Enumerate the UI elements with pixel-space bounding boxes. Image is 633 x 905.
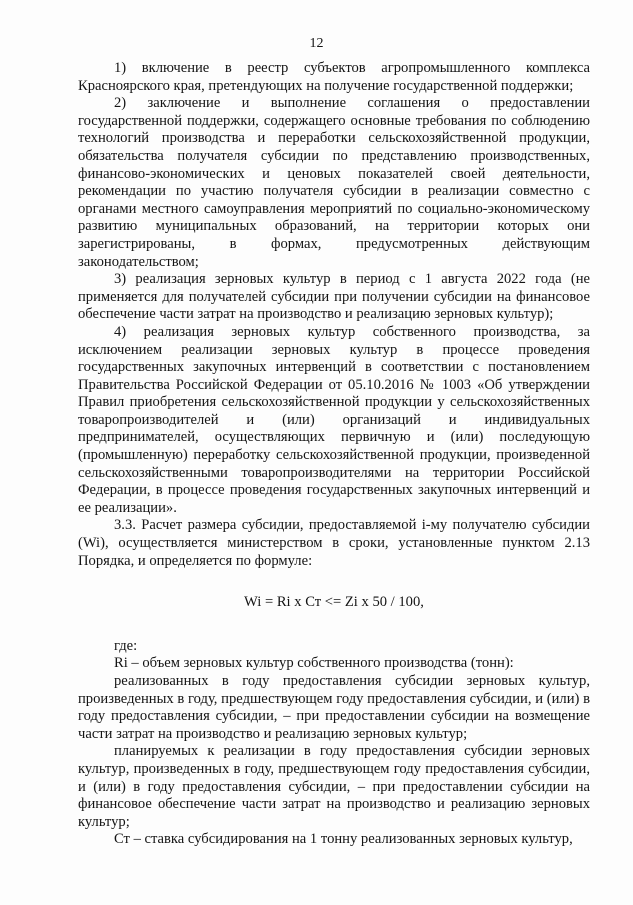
- paragraph-item-3: 3) реализация зерновых культур в период с 1 августа 2022 года (не применяется для получателей субсидии при получении субсидии на финансовое обеспечение части затрат на производство и реализацию зерновых культур);: [78, 271, 590, 323]
- formula: Wi = Ri x Ст <= Zi x 50 / 100,: [244, 594, 424, 611]
- where-label: где:: [114, 637, 138, 654]
- paragraph-section-3-3: 3.3. Расчет размера субсидии, предоставляемой i-му получателю субсидии (Wi), осуществляется министерством в сроки, установленные пунктом 2.13 Порядка, и определяется по формуле:: [78, 517, 590, 569]
- definition-ri: Ri – объем зерновых культур собственного производства (тонн):: [114, 655, 514, 672]
- definition-ri-realized: реализованных в году предоставления субсидии зерновых культур, произведенных в году, предшествующем году предоставления субсидии, и (или) в году предоставления субсидии, – при предоставлении субсидии на возмещение части затрат на производство и реализацию зерновых культур;: [78, 673, 590, 742]
- paragraph-item-2: 2) заключение и выполнение соглашения о предоставлении государственной поддержки, содержащего основные требования по соблюдению технологий производства и переработки сельскохозяйственной продукции, обязательства получателя субсидии по представлению производственных, финансово-экономических и ценовых показателей своей деятельности, рекомендации по участию получателя субсидии в реализации совместно с органами местного самоуправления мероприятий по социально-экономическому развитию муниципальных образований, на территории которых они зарегистрированы, в формах, предусмотренных действующим законодательством;: [78, 95, 590, 270]
- paragraph-item-4: 4) реализация зерновых культур собственного производства, за исключением реализации зерновых культур в процессе проведения государственных закупочных интервенций в соответствии с постановлением Правительства Российской Федерации от 05.10.2016 № 1003 «Об утверждении Правил приобретения сельскохозяйственной продукции у сельскохозяйственных товаропроизводителей и (или) организаций и индивидуальных предпринимателей, осуществляющих первичную и (или) последующую (промышленную) переработку сельскохозяйственной продукции, произведенной сельскохозяйственными товаропроизводителями на территории Российской Федерации, в процессе проведения государственных закупочных интервенций и ее реализации».: [78, 323, 590, 516]
- page-number: 12: [309, 36, 324, 51]
- definition-st: Ст – ставка субсидирования на 1 тонну реализованных зерновых культур,: [114, 831, 573, 848]
- paragraph-item-1: 1) включение в реестр субъектов агропромышленного комплекса Красноярского края, претендующих на получение государственной поддержки;: [78, 60, 590, 94]
- definition-ri-planned: планируемых к реализации в году предоставления субсидии зерновых культур, произведенных в году, предшествующем году предоставления субсидии, и (или) в году предоставления субсидии, – при предоставлении субсидии на финансовое обеспечение части затрат на производство и реализацию зерновых культур;: [78, 743, 590, 830]
- document-body: [78, 60, 590, 849]
